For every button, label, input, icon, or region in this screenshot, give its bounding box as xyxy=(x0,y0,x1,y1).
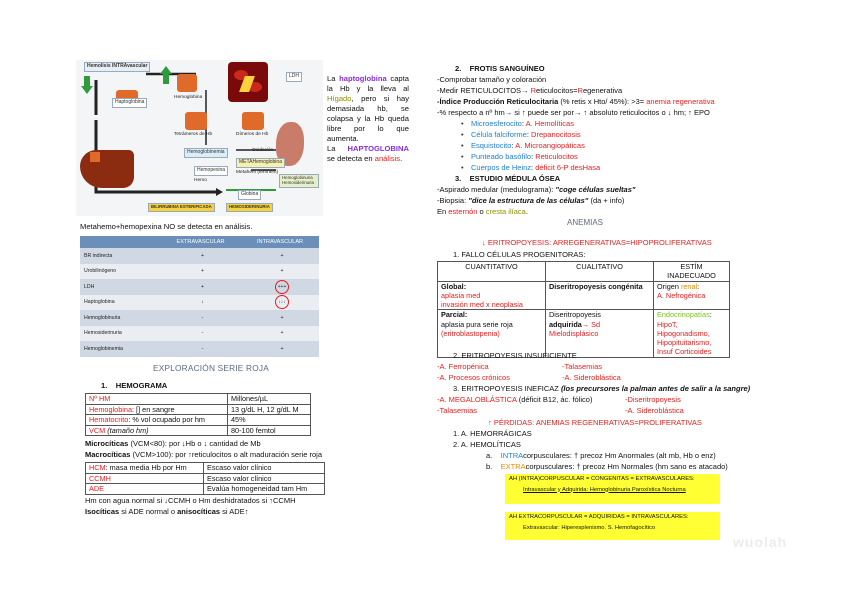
hapto-text: capta la Hb y la lleva al xyxy=(327,74,409,94)
term: renal xyxy=(680,281,698,291)
period: . xyxy=(400,154,403,164)
medula-line xyxy=(437,185,635,194)
list-item: -A. Ferropénica xyxy=(437,362,489,371)
haptoglobina-note xyxy=(327,74,409,164)
frotis-heading xyxy=(455,64,545,73)
list-item: -Talasemias xyxy=(437,406,478,415)
value: aplasia pura serie roja xyxy=(441,319,513,329)
table-row xyxy=(80,264,319,280)
list-item xyxy=(486,451,716,460)
term: anisocíticas xyxy=(177,507,221,516)
text: 3. ERITROPOYESIS INEFICAZ xyxy=(453,384,561,393)
sep: : xyxy=(511,141,516,150)
term: Esquistocito xyxy=(471,141,512,150)
list-item xyxy=(471,163,600,172)
hapto-text: se detecta en xyxy=(327,154,373,164)
hemograma-table xyxy=(85,393,311,436)
row-label: ADE xyxy=(89,484,105,494)
cell: ↓ xyxy=(160,295,241,311)
row-desc: : [] en sangre xyxy=(132,404,175,414)
col-header: CUALITATIVO xyxy=(546,262,654,282)
table-row xyxy=(80,310,319,326)
row-label: Hematocrito xyxy=(89,415,129,425)
list-item: -A. Sideroblástica xyxy=(625,406,684,415)
term: -A. MEGALOBLÁSTICA xyxy=(437,395,517,404)
hemolysis-table xyxy=(80,236,319,357)
term: EXTRA xyxy=(500,462,526,471)
col-header: ESTÍM INADECUADO xyxy=(654,262,730,282)
label-hemopexina: Hemopexina xyxy=(194,166,228,176)
text: o xyxy=(477,207,486,216)
table-row xyxy=(80,326,319,342)
term: adquirida xyxy=(549,319,582,329)
text: En xyxy=(437,207,449,216)
term: Macrocíticas xyxy=(85,450,131,459)
text: corpusculares: † precoz Hm A xyxy=(523,451,624,460)
cell: + xyxy=(241,341,319,357)
term: Isocíticas xyxy=(85,507,120,516)
label-hemoglobinuria: Hemoglobinuria Hemosiderinuria xyxy=(279,174,319,188)
value: Reticulocitos xyxy=(535,152,578,161)
highlight-box-congenitas xyxy=(505,474,720,504)
regenerativas-title: ↑ PÉRDIDAS: ANEMIAS REGENERATIVAS=PROLIFERATIVAS xyxy=(488,418,702,427)
text: Origen xyxy=(657,281,681,291)
label-hemoglobinemia: Hemoglobinemia xyxy=(184,148,228,158)
row-label: VCM xyxy=(89,425,106,435)
hapto-text: , pero si hay demasiada hb, se colapsa y la Hb queda libre por lo que aumenta. xyxy=(327,94,409,144)
list-item xyxy=(471,130,581,139)
row-desc: (tamaño hm) xyxy=(105,425,149,435)
term: Célula falciforme xyxy=(471,130,527,139)
row-value: 13 g/dL H, 12 g/dL M xyxy=(228,404,311,415)
row-desc: : % vol ocupado por hm xyxy=(128,415,206,425)
text: corpusculares: † precoz Hm N xyxy=(525,462,627,471)
value: → Sd xyxy=(581,319,601,329)
desc: (VCM>100): por ↑reticulocitos o alt maduración serie roja xyxy=(130,450,322,459)
value: Mielodisplásico xyxy=(549,328,599,338)
box-heading: AH (INTRA)CORPUSCULAR = CONGENITAS = EXTRAVASCULARES: xyxy=(509,476,695,482)
list-item: 1. A. HEMORRÁGICAS xyxy=(453,429,532,438)
heading-num: 1. xyxy=(101,381,108,390)
cell: + xyxy=(241,310,319,326)
box-item: Intravascular y Adquirida: Hemoglobinuria Paroxística Nocturna xyxy=(523,486,686,493)
insuficiente-heading: 2. ERITROPOYESIS INSUFICIENTE xyxy=(453,351,577,360)
label-bilirrubina: BILIRRUBINA ESTERIFICADA xyxy=(148,203,215,212)
text: anemia regenerativa xyxy=(646,97,715,106)
value: Drepanocitosis xyxy=(531,130,581,139)
text: ormales (hm sano es atacado) xyxy=(626,462,728,471)
list-item xyxy=(471,119,574,128)
label-hemoglobina: Hemoglobina xyxy=(174,95,203,100)
term: Microcíticas xyxy=(85,439,129,448)
row-value: Millones/µL xyxy=(228,394,311,405)
table-row xyxy=(80,295,319,311)
desc: (VCM<80): por ↓Hb o ↓ cantidad de Mb xyxy=(128,439,261,448)
row-label: Hemosiderinuria xyxy=(80,326,160,342)
hapto-text: La xyxy=(327,144,336,154)
value: HipoT, Hipogonadismo, Hipopituitarismo, Insuf Corticoides xyxy=(657,319,712,357)
cell: - xyxy=(160,310,241,326)
row-label: Hemoglobinuria xyxy=(80,310,160,326)
cell: + xyxy=(241,326,319,342)
term: Punteado basófilo xyxy=(471,152,532,161)
watermark-logo: wuolah xyxy=(733,534,788,550)
hapto-text: La xyxy=(327,74,336,83)
cell: + xyxy=(160,279,241,295)
value: A. Hemolíticas xyxy=(525,119,574,128)
text: Diseritropoyesis xyxy=(549,310,601,320)
text: R xyxy=(530,86,537,95)
col-header-intravascular: INTRAVASCULAR xyxy=(241,236,319,248)
row-value: Escaso valor clínico xyxy=(204,473,325,484)
cell xyxy=(546,281,654,310)
cell xyxy=(654,281,730,310)
cell: + xyxy=(241,248,319,264)
term: -Índice Producción Reticulocitaria xyxy=(437,97,559,106)
table-row xyxy=(80,248,319,264)
row-desc: : masa media Hb por Hm xyxy=(105,463,187,473)
metahemo-note: Metahemo+hemopexina NO se detecta en análisis. xyxy=(80,222,253,231)
table-row xyxy=(86,425,311,436)
row-label: HCM xyxy=(89,463,106,473)
microciticas-line xyxy=(85,439,261,448)
exploracion-title: EXPLORACIÓN SERIE ROJA xyxy=(153,363,269,373)
list-item: -Diseritropoyesis xyxy=(625,395,681,404)
sep: : xyxy=(521,119,526,128)
row-label: Nº HM xyxy=(89,394,111,404)
label-globina: Globina xyxy=(238,190,261,200)
num: b. xyxy=(486,462,493,471)
heading-text: ESTUDIO MÉDULA ÓSEA xyxy=(469,174,561,183)
label-metahem: Metahem (ferrihem) xyxy=(236,170,279,175)
heading-text: HEMOGRAMA xyxy=(115,381,168,390)
circled-value: +++ xyxy=(275,280,289,294)
num: a. xyxy=(486,451,493,460)
text: -Biopsia: xyxy=(437,196,469,205)
heading-num: 3. xyxy=(455,174,462,183)
hcm-table xyxy=(85,462,325,495)
cell xyxy=(654,310,730,357)
cell: - xyxy=(160,326,241,342)
hemograma-heading xyxy=(101,381,167,390)
term: INTRA xyxy=(500,451,524,460)
list-item: -A. Sideroblástica xyxy=(562,373,621,382)
cell: + xyxy=(160,248,241,264)
sep: : xyxy=(531,152,536,161)
arregenerativas-title: ↓ ERITROPOYESIS: ARREGENERATIVAS=HIPOPROLIFERATIVAS xyxy=(482,238,712,247)
row-label: Hemoglobina xyxy=(89,404,132,414)
dimer-icon xyxy=(242,112,264,130)
label-tetramero: Tetrámeros de Hb xyxy=(174,132,213,137)
heading-num: 2. xyxy=(455,64,462,73)
cell: + xyxy=(160,264,241,280)
text: egenerativa xyxy=(582,86,623,95)
col-header: CUANTITATIVO xyxy=(438,262,546,282)
table-row xyxy=(86,484,325,495)
text: eticulocitos= xyxy=(536,86,578,95)
text: (% retis x Hto/ 45%): >3= xyxy=(558,97,647,106)
table-row xyxy=(80,341,319,357)
row-label: LDH xyxy=(80,279,160,295)
anemias-title: ANEMIAS xyxy=(567,218,604,227)
circled-value: ↓↓↓ xyxy=(275,295,289,309)
value: A. Nefrogénica xyxy=(657,290,706,300)
analisis-term: análisis xyxy=(374,154,401,164)
quote: "dice la estructura de las células" xyxy=(468,196,589,205)
ccmh-note: Hm con agua normal si ↓CCMH o Hm deshidratados si ↑CCMH xyxy=(85,496,296,505)
tetramer-icon xyxy=(185,112,207,130)
list-item: -A. Procesos crónicos xyxy=(437,373,510,382)
table-row xyxy=(86,415,311,426)
frotis-line xyxy=(437,97,715,106)
value: déficit 6-P desHasa xyxy=(535,163,601,172)
table-row xyxy=(86,463,325,474)
term: cresta ilíaca xyxy=(485,207,526,216)
value: (eritroblastopenia) xyxy=(441,328,500,338)
hapto-term: HAPTOGLOBINA xyxy=(347,144,409,154)
desc: si ADE↑ xyxy=(220,507,249,516)
frotis-line xyxy=(437,86,622,95)
term: Diseritropoyesis congénita xyxy=(549,281,643,291)
term: Microesferocito xyxy=(471,119,522,128)
text: : xyxy=(709,310,712,320)
ineficaz-heading xyxy=(453,384,750,393)
row-label: Urobilinógeno xyxy=(80,264,160,280)
heading-text: FROTIS SANGUÍNEO xyxy=(469,64,545,73)
table-row xyxy=(86,404,311,415)
highlight-box-adquiridas xyxy=(505,512,720,540)
row-value: Escaso valor clínico xyxy=(204,463,325,474)
liver-image xyxy=(80,150,134,188)
row-label: CCMH xyxy=(89,473,111,483)
text: . xyxy=(525,207,528,216)
box-item: Extravascular: Hiperesplenismo. S. Hemofagocítico xyxy=(523,524,656,531)
fallo-heading: 1. FALLO CÉLULAS PROGENITORAS: xyxy=(453,250,586,259)
quote: (los precursores la palman antes de salir a la sangre) xyxy=(560,384,751,393)
cell xyxy=(438,281,546,310)
row-label: Hemoglobinemia xyxy=(80,341,160,357)
text: : xyxy=(697,281,700,291)
label-oxidacion: Oxidación xyxy=(252,148,274,153)
row-value: 80-100 femtol xyxy=(228,425,311,436)
table-row xyxy=(86,394,311,405)
hapto-term: haptoglobina xyxy=(339,74,387,83)
table-row xyxy=(438,281,730,310)
text: normales (alt mb, Hb o enz) xyxy=(623,451,716,460)
box-heading: AH EXTRACORPUSCULAR = ADQUIRIDAS = INTRAVASCULARES: xyxy=(509,514,689,520)
row-value: 45% xyxy=(228,415,311,426)
sep: : xyxy=(531,163,536,172)
quote: "coge células sueltas" xyxy=(555,185,636,194)
text: R xyxy=(577,86,583,95)
ade-note xyxy=(85,507,248,516)
list-item xyxy=(471,141,585,150)
label-ldh: LDH xyxy=(286,72,302,82)
list-item: -Talasemias xyxy=(562,362,603,371)
cell: - xyxy=(160,341,241,357)
col-header xyxy=(80,236,160,248)
medula-line xyxy=(437,196,624,205)
term: Endocrinopatías xyxy=(657,310,710,320)
macrociticas-line xyxy=(85,450,322,459)
text: -Medir RETICULOCITOS→ xyxy=(437,86,531,95)
red-cells-image xyxy=(228,62,268,102)
text: (da + info) xyxy=(588,196,625,205)
frotis-line: -Comprobar tamaño y coloración xyxy=(437,75,547,84)
table-row xyxy=(80,279,319,295)
medula-line xyxy=(437,207,528,216)
fallo-table xyxy=(437,261,730,358)
term: Global: xyxy=(441,281,467,291)
label-haptoglobina: Haptoglobina xyxy=(112,98,147,108)
value: aplasia med xyxy=(441,290,481,300)
diagram-title: Hemolisis INTRAvascular xyxy=(84,62,150,72)
list-item xyxy=(437,395,592,404)
value: invasión med x neoplasia xyxy=(441,300,523,310)
cell: + xyxy=(241,264,319,280)
arrow-down-icon xyxy=(84,76,90,86)
hemoglobin-molecule-icon xyxy=(177,74,197,92)
text: (déficit B12, ác. fólico) xyxy=(516,395,593,404)
row-label: Haptoglobina xyxy=(80,295,160,311)
desc: si ADE normal o xyxy=(119,507,178,516)
list-item: 2. A. HEMOLÍTICAS xyxy=(453,440,521,449)
row-label: BR indirecta xyxy=(80,248,160,264)
arrow-up-icon xyxy=(160,66,172,74)
term: esternón xyxy=(448,207,478,216)
label-dimeros: Dímeros de Hb xyxy=(236,132,269,137)
list-item xyxy=(471,152,578,161)
text: -Aspirado medular (medulograma): xyxy=(437,185,556,194)
value: A. Microangiopáticas xyxy=(515,141,585,150)
label-hemo: Hemo xyxy=(194,178,207,183)
hemolysis-diagram xyxy=(76,60,323,216)
sep: : xyxy=(526,130,532,139)
higado-term: Hígado xyxy=(327,94,352,104)
frotis-line: -% respecto a nº hm→ si ↑ puede ser por→ ↑ absoluto reticulocitos o ↓ hm; ↑ EPO xyxy=(437,108,710,117)
col-header-extravascular: EXTRAVASCULAR xyxy=(160,236,241,248)
label-hemosiderinuria: HEMOSIDERINURIA xyxy=(226,203,273,212)
table-row xyxy=(86,473,325,484)
label-metahb: METAHemoglobina xyxy=(236,158,285,168)
term: Cuerpos de Heinz xyxy=(471,163,532,172)
term: Parcial: xyxy=(441,310,468,320)
list-item xyxy=(486,462,728,471)
medula-heading xyxy=(455,174,560,183)
row-value: Evalúa homogeneidad tam Hm xyxy=(204,484,325,495)
